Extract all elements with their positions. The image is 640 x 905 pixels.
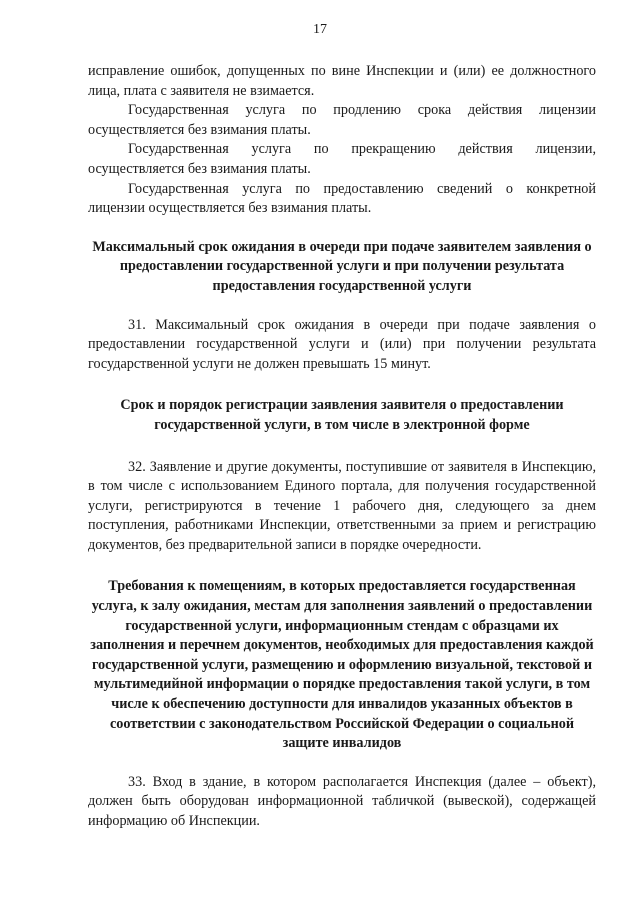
section-heading-queue-time: Максимальный срок ожидания в очереди при подаче заявителем заявления о предоставлении государственной услуги и при получении результата предоставления государственной услуги <box>92 238 592 294</box>
paragraph-33: 33. Вход в здание, в котором располагается Инспекция (далее – объект), должен быть оборудован информационной табличкой (вывеской), содержащей информацию об Инспекции. <box>88 773 596 829</box>
paragraph-31: 31. Максимальный срок ожидания в очереди при подаче заявления о предоставлении государственной услуги и (или) при получении результата государственной услуги не должен превышать 15 минут. <box>88 316 596 372</box>
paragraph-fee-termination: Государственная услуга по прекращению действия лицензии, осуществляется без взимания платы. <box>88 141 596 177</box>
paragraph-32: 32. Заявление и другие документы, поступившие от заявителя в Инспекцию, в том числе с использованием Единого портала, для получения государственной услуги, регистрируются в течение 1 рабочего дня, следующего за днем поступления, работниками Инспекции, ответственными за прием и регистрацию документов, без предварительной записи в порядке очередности. <box>88 458 596 553</box>
page-number: 17 <box>313 22 327 37</box>
paragraph-fee-information: Государственная услуга по предоставлению сведений о конкретной лицензии осуществляется без взимания платы. <box>88 180 596 217</box>
section-heading-registration: Срок и порядок регистрации заявления заявителя о предоставлении государственной услуги, в том числе в электронной форме <box>120 397 564 433</box>
document-body <box>88 62 596 832</box>
section-heading-premises-requirements: Требования к помещениям, в которых предоставляется государственная услуга, к залу ожидания, местам для заполнения заявлений о предоставлении государственной услуги, информационным стендам с образцами их заполнения и перечнем документов, необходимых для предоставления каждой государственной услуги, размещению и оформлению визуальной, текстовой и мультимедийной информации о порядке предоставления такой услуги, в том числе к обеспечению доступности для инвалидов указанных объектов в соответствии с законодательством Российской Федерации о социальной защите инвалидов <box>90 578 594 752</box>
paragraph-fee-extension: Государственная услуга по продлению срока действия лицензии осуществляется без взимания платы. <box>88 102 596 138</box>
paragraph-fee-errors: исправление ошибок, допущенных по вине Инспекции и (или) ее должностного лица, плата с заявителя не взимается. <box>88 63 596 99</box>
